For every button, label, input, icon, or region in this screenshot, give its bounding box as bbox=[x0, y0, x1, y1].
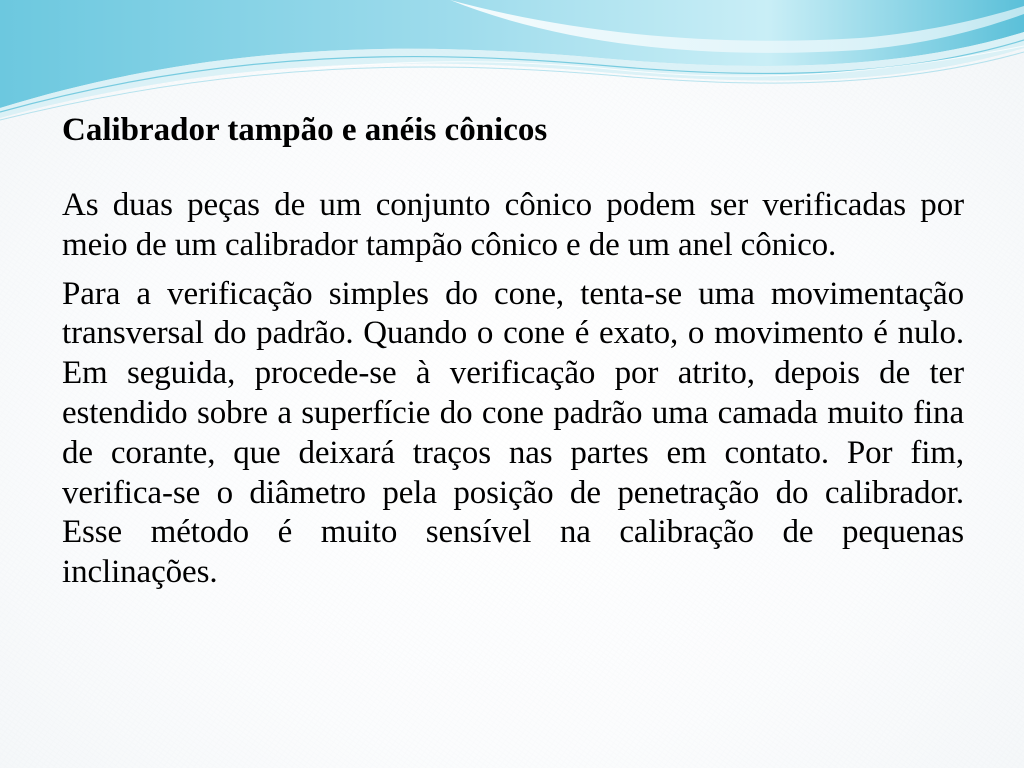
slide-title: Calibrador tampão e anéis cônicos bbox=[62, 112, 548, 148]
slide-content bbox=[62, 106, 964, 602]
paragraph-intro: As duas peças de um conjunto cônico podem ser verificadas por meio de um calibrador tampão cônico e de um anel cônico. bbox=[62, 187, 964, 263]
paragraph-procedure: Para a verificação simples do cone, tenta-se uma movimentação transversal do padrão. Quando o cone é exato, o movimento é nulo. Em seguida, procede-se à verificação por atrito, depois de ter estendido sobre a superfície do cone padrão uma camada muito fina de corante, que deixará traços nas partes em contato. Por fim, verifica-se o diâmetro pela posição de penetração do calibrador. Esse método é muito sensível na calibração de pequenas inclinações. bbox=[62, 275, 964, 591]
